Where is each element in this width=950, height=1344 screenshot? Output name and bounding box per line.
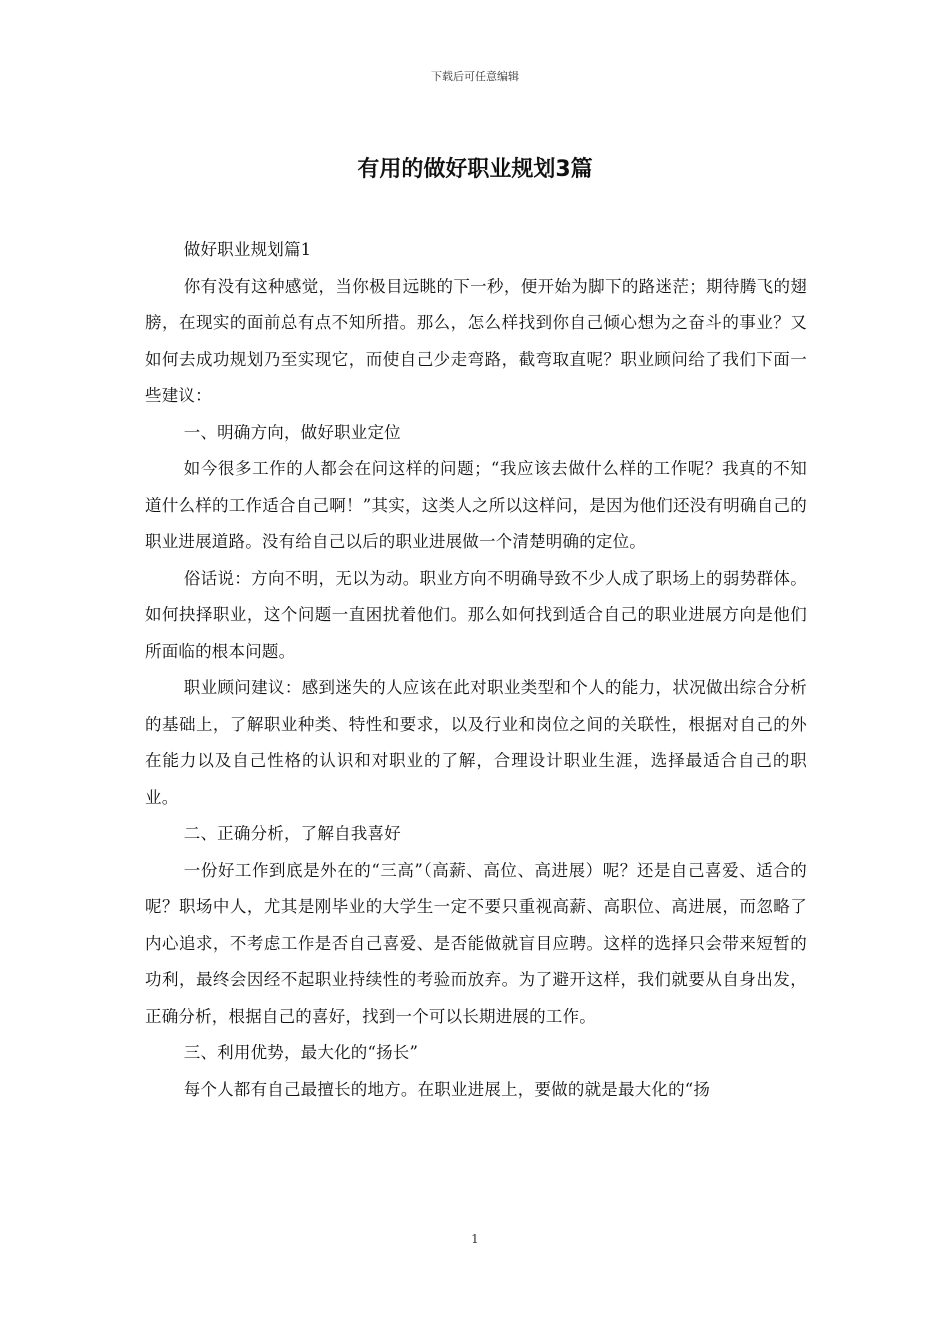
subheading: 二、正确分析，了解自我喜好 xyxy=(183,824,401,843)
document-body xyxy=(145,232,807,1108)
subheading: 一、明确方向，做好职业定位 xyxy=(183,422,401,442)
subheading: 三、利用优势，最大化的“扬长” xyxy=(183,1043,419,1062)
section-heading: 做好职业规划篇1 xyxy=(183,240,312,259)
paragraph: 如今很多工作的人都会在问这样的问题；“我应该去做什么样的工作呢？我真的不知道什么样的工作适合自己啊！”其实，这类人之所以这样问，是因为他们还没有明确自己的职业进展道路。没有给自己以后的职业进展做一个清楚明确的定位。 xyxy=(145,459,807,551)
paragraph: 一份好工作到底是外在的“三高”（高薪、高位、高进展）呢？还是自己喜爱、适合的呢？职场中人，尤其是刚毕业的大学生一定不要只重视高薪、高职位、高进展，而忽略了内心追求，不考虑工作是否自己喜爱、是否能做就盲目应聘。这样的选择只会带来短暂的功利，最终会因经不起职业持续性的考验而放弃。为了避开这样，我们就要从自身出发，正确分析，根据自己的喜好，找到一个可以长期进展的工作。 xyxy=(145,860,807,1026)
paragraph: 你有没有这种感觉，当你极目远眺的下一秒，便开始为脚下的路迷茫；期待腾飞的翅膀，在现实的面前总有点不知所措。那么，怎么样找到你自己倾心想为之奋斗的事业？又如何去成功规划乃至实现它，而使自己少走弯路，截弯取直呢？职业顾问给了我们下面一些建议： xyxy=(145,276,807,405)
paragraph: 职业顾问建议：感到迷失的人应该在此对职业类型和个人的能力，状况做出综合分析的基础上，了解职业种类、特性和要求，以及行业和岗位之间的关联性，根据对自己的外在能力以及自己性格的认识和对职业的了解，合理设计职业生涯，选择最适合自己的职业。 xyxy=(145,678,807,807)
paragraph: 俗话说：方向不明，无以为动。职业方向不明确导致不少人成了职场上的弱势群体。如何抉择职业，这个问题一直困扰着他们。那么如何找到适合自己的职业进展方向是他们所面临的根本问题。 xyxy=(145,568,807,661)
header-note: 下载后可任意编辑 xyxy=(431,70,519,83)
document-title: 有用的做好职业规划3篇 xyxy=(357,157,593,182)
paragraph: 每个人都有自己最擅长的地方。在职业进展上，要做的就是最大化的“扬 xyxy=(183,1079,711,1099)
page-number: 1 xyxy=(471,1232,479,1246)
